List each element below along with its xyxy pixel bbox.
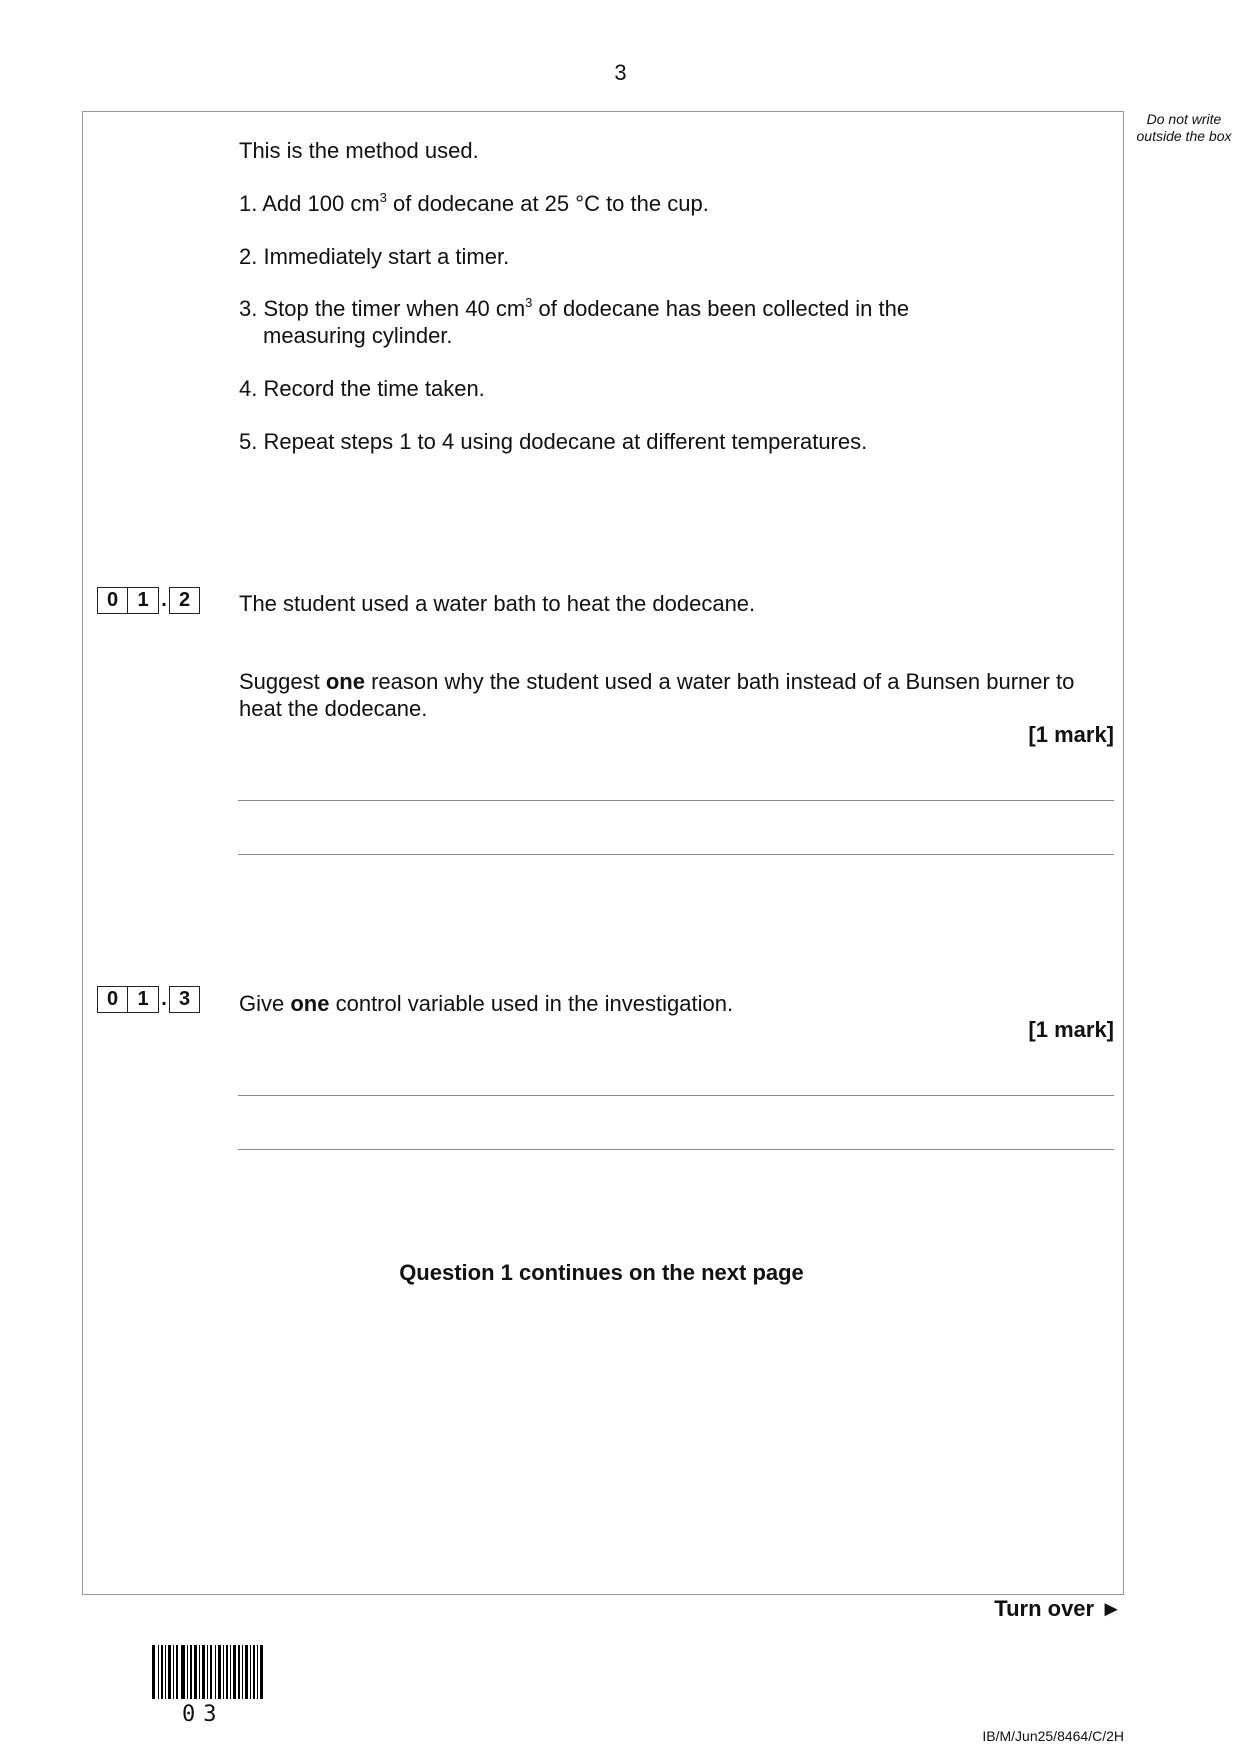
method-step-2 xyxy=(239,243,509,270)
barcode-digits: 03 xyxy=(182,1702,225,1727)
step-text: 2. Immediately start a timer. xyxy=(239,244,510,269)
question-digit: 2 xyxy=(169,587,200,614)
prompt-text: Suggest xyxy=(239,669,326,694)
question-prompt xyxy=(239,668,1119,722)
paper-reference: IB/M/Jun25/8464/C/2H xyxy=(982,1728,1124,1744)
method-step-4 xyxy=(239,375,485,402)
step-text: 1. Add 100 cm xyxy=(239,191,380,216)
question-digit: 0 xyxy=(97,587,128,614)
method-step-3 xyxy=(239,295,909,349)
step-text-continued: measuring cylinder. xyxy=(263,323,453,348)
question-digit: 0 xyxy=(97,986,128,1013)
question-prompt xyxy=(239,990,733,1017)
question-number-01-2 xyxy=(97,587,200,614)
answer-line[interactable] xyxy=(238,1149,1114,1150)
turn-over-label: Turn over ► xyxy=(994,1596,1122,1621)
prompt-emphasis: one xyxy=(290,991,330,1016)
question-digit: 1 xyxy=(128,986,159,1013)
prompt-emphasis: one xyxy=(325,669,365,694)
continues-note: Question 1 continues on the next page xyxy=(399,1260,804,1285)
step-text: 4. Record the time taken. xyxy=(239,376,485,401)
prompt-text: Give xyxy=(239,991,291,1016)
prompt-text: control variable used in the investigation. xyxy=(329,991,734,1016)
question-statement: The student used a water bath to heat the dodecane. xyxy=(239,591,756,616)
margin-note xyxy=(1128,111,1240,145)
question-dot: . xyxy=(161,589,167,611)
step-text: of dodecane has been collected in the xyxy=(532,296,910,321)
prompt-text-continued: heat the dodecane. xyxy=(239,696,428,721)
question-digit: 1 xyxy=(128,587,159,614)
method-intro: This is the method used. xyxy=(239,138,479,163)
method-step-1 xyxy=(239,190,709,217)
step-text: 5. Repeat steps 1 to 4 using dodecane at different temperatures. xyxy=(239,429,868,454)
prompt-text: reason why the student used a water bath instead of a Bunsen burner to xyxy=(364,669,1075,694)
answer-line[interactable] xyxy=(238,800,1114,801)
superscript: 3 xyxy=(379,190,387,205)
barcode-icon xyxy=(152,1645,264,1699)
mark-allocation: [1 mark] xyxy=(1028,1017,1114,1042)
question-digit: 3 xyxy=(169,986,200,1013)
superscript: 3 xyxy=(525,295,533,310)
question-number-01-3 xyxy=(97,986,200,1013)
answer-line[interactable] xyxy=(238,1095,1114,1096)
method-step-5 xyxy=(239,428,867,455)
question-dot: . xyxy=(161,988,167,1010)
step-text: 3. Stop the timer when 40 cm xyxy=(239,296,526,321)
page-number: 3 xyxy=(614,60,627,85)
margin-note-text: Do not write outside the box xyxy=(1136,111,1232,144)
answer-line[interactable] xyxy=(238,854,1114,855)
mark-allocation: [1 mark] xyxy=(1028,722,1114,747)
step-text: of dodecane at 25 °C to the cup. xyxy=(386,191,709,216)
